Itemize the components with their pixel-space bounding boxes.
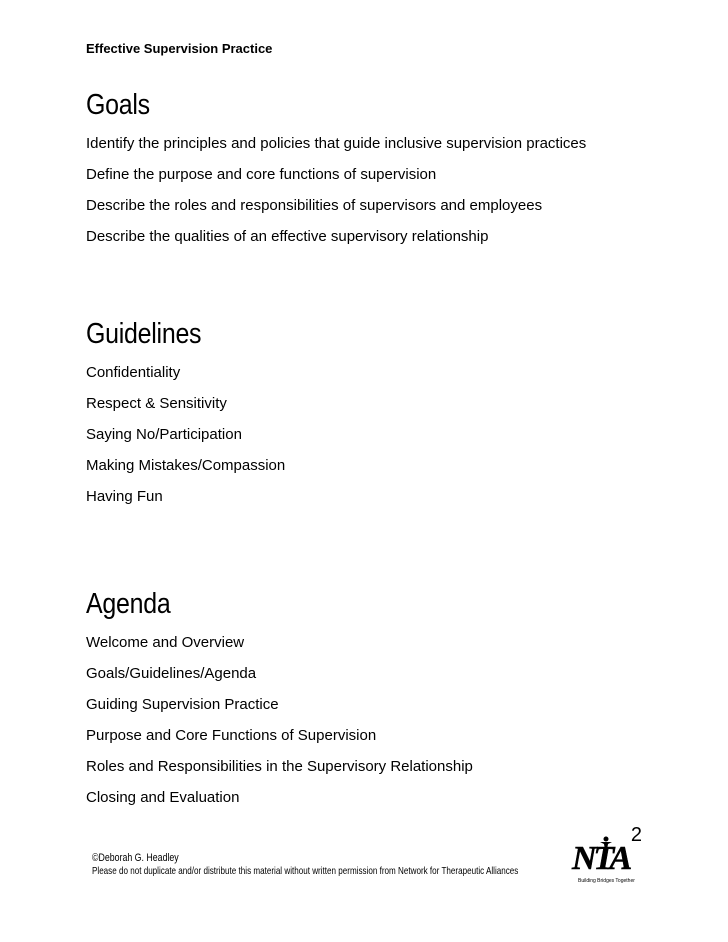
list-item: Welcome and Overview: [86, 634, 245, 651]
list-item: Goals/Guidelines/Agenda: [86, 665, 257, 682]
list-item: Purpose and Core Functions of Supervision: [86, 727, 377, 744]
goals-list: [86, 128, 686, 252]
running-header: Effective Supervision Practice: [86, 41, 273, 56]
footer-copyright: [92, 852, 562, 878]
list-item: Confidentiality: [86, 364, 181, 381]
section-heading: Guidelines: [86, 318, 202, 350]
guidelines-section: [86, 317, 686, 512]
copyright-notice: Please do not duplicate and/or distribute this material without written permission from Network for Therapeutic Alliances: [92, 865, 519, 877]
list-item: Roles and Responsibilities in the Supervisory Relationship: [86, 758, 473, 775]
guidelines-list: [86, 357, 686, 512]
list-item: Define the purpose and core functions of supervision: [86, 166, 437, 183]
agenda-section: [86, 587, 686, 813]
list-item: Closing and Evaluation: [86, 789, 240, 806]
list-item: Describe the qualities of an effective supervisory relationship: [86, 228, 489, 245]
goals-section: [86, 88, 686, 252]
copyright-author: ©Deborah G. Headley: [92, 852, 179, 864]
list-item: Guiding Supervision Practice: [86, 696, 279, 713]
page-number: 2: [630, 824, 642, 846]
section-heading: Agenda: [86, 588, 171, 620]
agenda-list: [86, 627, 686, 813]
logo-tagline: Building Bridges Together: [578, 878, 635, 884]
logo-text: NTA: [572, 840, 630, 877]
list-item: Respect & Sensitivity: [86, 395, 227, 412]
nta-logo: [572, 840, 644, 888]
list-item: Making Mistakes/Compassion: [86, 457, 286, 474]
list-item: Describe the roles and responsibilities of supervisors and employees: [86, 197, 543, 214]
list-item: Identify the principles and policies that guide inclusive supervision practices: [86, 135, 587, 152]
list-item: Saying No/Participation: [86, 426, 242, 443]
section-heading: Goals: [86, 89, 150, 121]
list-item: Having Fun: [86, 488, 163, 505]
